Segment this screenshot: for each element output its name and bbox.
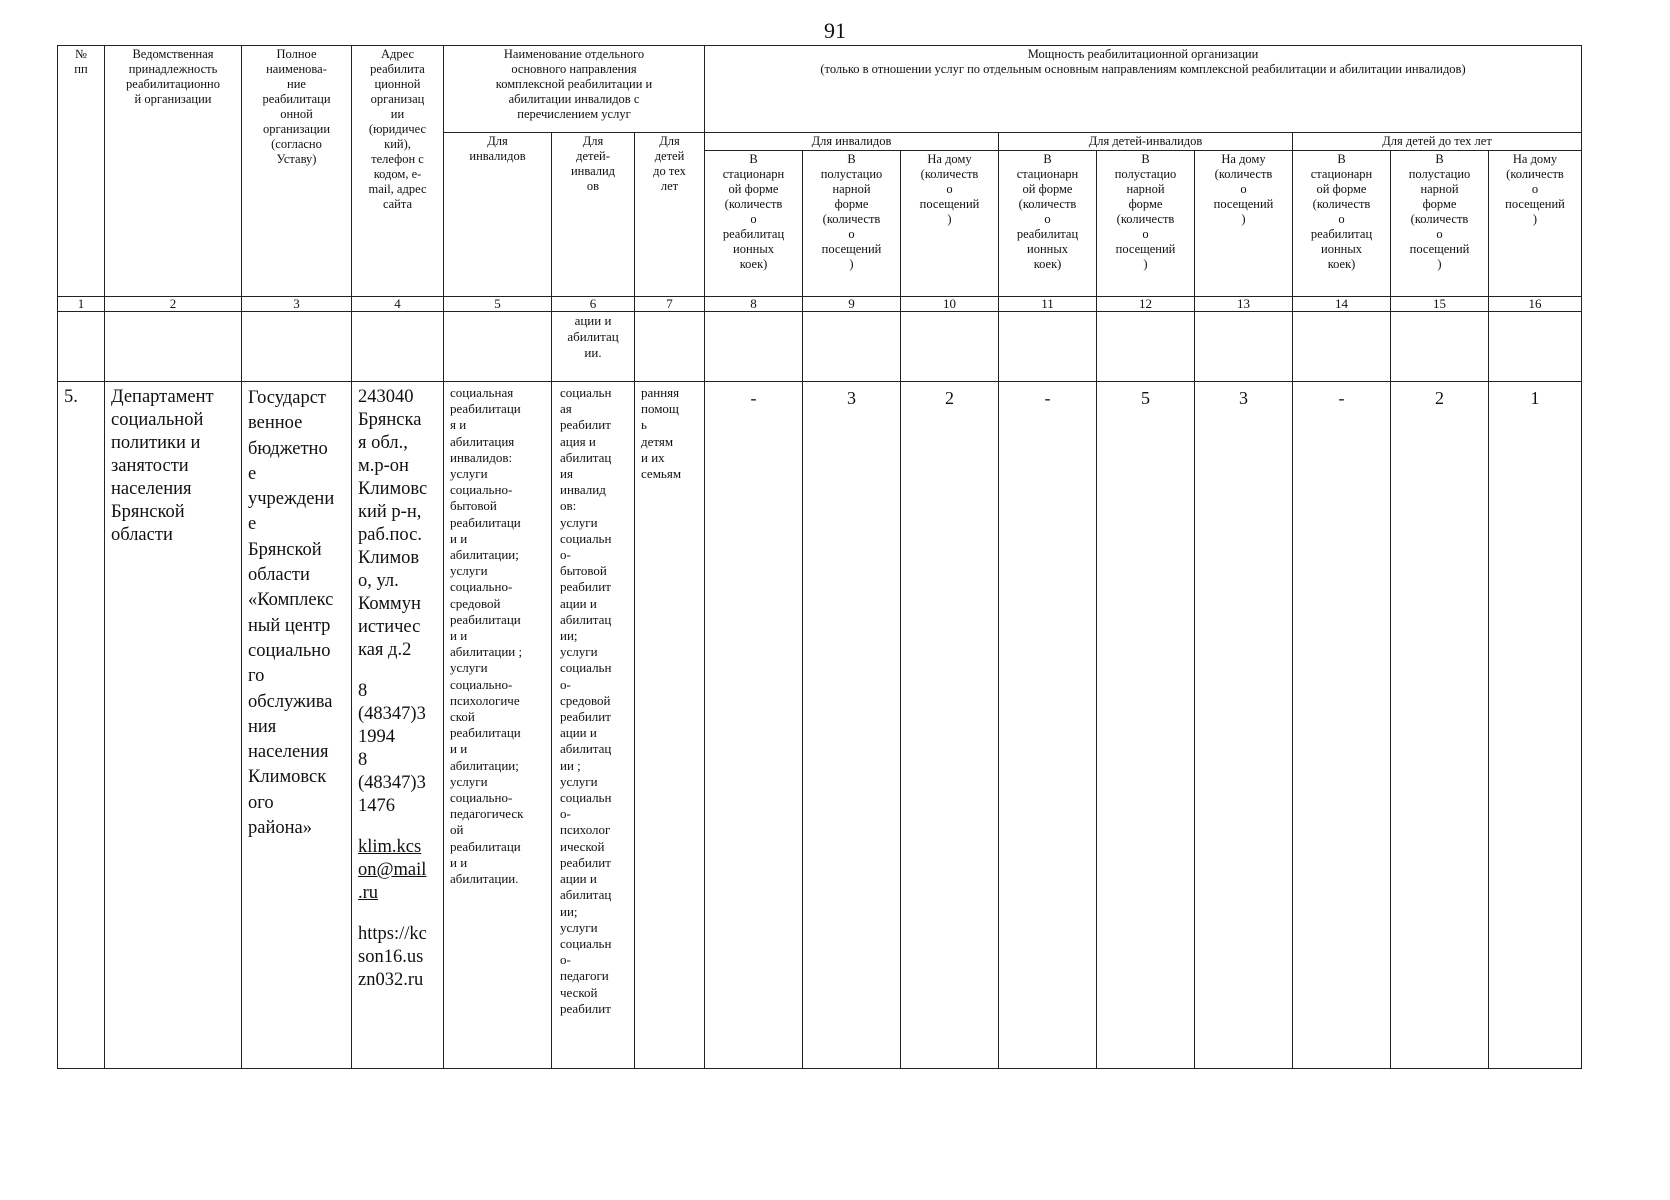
header-direction-group: Наименование отдельного основного направления комплексной реабилитации и абилитации инвалидов с перечислением услуг — [444, 46, 705, 133]
header-address: Адрес реабилита ционной организац ии (юридичес кий), телефон с кодом, e- mail, адрес сайта — [352, 46, 444, 297]
column-number: 13 — [1195, 297, 1293, 312]
header-direction-disabled: Для инвалидов — [444, 133, 552, 297]
column-number: 2 — [105, 297, 242, 312]
header-stationary: В стационарн ой форме (количеств о реабилитац ионных коек) — [1293, 151, 1391, 297]
record-services-disabled: социальная реабилитаци я и абилитация инвалидов: услуги социально- бытовой реабилитаци и и абилитации; услуги социально- средовой реабилитаци и и абилитации ; услуги социально- психологиче ской реабилитаци и и абилитации; услуги социально- педагогическ ой реабилитаци и и абилитации. — [444, 382, 552, 1069]
header-semi-stationary: В полустацио нарной форме (количеств о посещений ) — [1391, 151, 1489, 297]
header-department: Ведомственная принадлежность реабилитационно й организации — [105, 46, 242, 297]
capacity-value: 3 — [1195, 382, 1293, 1069]
header-home: На дому (количеств о посещений ) — [1489, 151, 1582, 297]
column-number: 14 — [1293, 297, 1391, 312]
header-sub-disabled: Для инвалидов — [705, 133, 999, 151]
column-number: 4 — [352, 297, 444, 312]
record-phones: 8 (48347)3 1994 8 (48347)3 1476 — [358, 681, 426, 816]
header-home: На дому (количеств о посещений ) — [1195, 151, 1293, 297]
column-number: 10 — [901, 297, 999, 312]
header-capacity-group: Мощность реабилитационной организации (только в отношении услуг по отдельным основным направлениям комплексной реабилитации и абилитации инвалидов) — [705, 46, 1582, 133]
header-semi-stationary: В полустацио нарной форме (количеств о посещений ) — [803, 151, 901, 297]
record-address: 243040 Брянска я обл., м.р-он Климовс кий р-н, раб.пос. Климов о, ул. Коммун истичес кая д.2 — [358, 387, 428, 660]
column-number: 3 — [242, 297, 352, 312]
record-organization: Государст венное бюджетно е учреждени е Брянской области «Комплекс ный центр социально го обслужива ния населения Климовск ого района» — [242, 382, 352, 1069]
record-department: Департамент социальной политики и занятости населения Брянской области — [105, 382, 242, 1069]
header-stationary: В стационарн ой форме (количеств о реабилитац ионных коек) — [705, 151, 803, 297]
column-number: 6 — [552, 297, 635, 312]
rehab-organizations-table — [57, 45, 1582, 1069]
record-email-link[interactable]: klim.kcs on@mail .ru — [358, 837, 427, 903]
column-number: 16 — [1489, 297, 1582, 312]
record-number: 5. — [58, 382, 105, 1069]
column-number: 9 — [803, 297, 901, 312]
capacity-value: 1 — [1489, 382, 1582, 1069]
header-number: № пп — [58, 46, 105, 297]
capacity-value: - — [705, 382, 803, 1069]
header-direction-children-3: Для детей до тех лет — [635, 133, 705, 297]
column-number: 12 — [1097, 297, 1195, 312]
column-number: 7 — [635, 297, 705, 312]
capacity-value: - — [999, 382, 1097, 1069]
record-services-children-disabled: социальн ая реабилит ация и абилитац ия инвалид ов: услуги социальн о- бытовой реабилит ации и абилитац ии; услуги социальн о- средовой реабилит ации и абилитац ии ; услуги социальн о- психолог ической реабилит ации и абилитац ии; услуги социальн о- педагоги ческой реабилит — [552, 382, 635, 1069]
record-services-children-3: ранняя помощ ь детям и их семьям — [635, 382, 705, 1069]
column-number: 5 — [444, 297, 552, 312]
header-semi-stationary: В полустацио нарной форме (количеств о посещений ) — [1097, 151, 1195, 297]
column-numbers-row — [58, 297, 1582, 312]
table-row — [58, 382, 1582, 1069]
header-organization-name: Полное наименова- ние реабилитаци онной организации (согласно Уставу) — [242, 46, 352, 297]
capacity-value: 2 — [1391, 382, 1489, 1069]
continuation-text: ации и абилитац ии. — [552, 312, 635, 382]
header-sub-children-3: Для детей до тех лет — [1293, 133, 1582, 151]
header-home: На дому (количеств о посещений ) — [901, 151, 999, 297]
record-address-cell — [352, 382, 444, 1069]
header-stationary: В стационарн ой форме (количеств о реабилитац ионных коек) — [999, 151, 1097, 297]
capacity-value: 3 — [803, 382, 901, 1069]
capacity-value: - — [1293, 382, 1391, 1069]
header-direction-children-disabled: Для детей- инвалид ов — [552, 133, 635, 297]
header-sub-children-disabled: Для детей-инвалидов — [999, 133, 1293, 151]
capacity-value: 2 — [901, 382, 999, 1069]
continuation-row — [58, 312, 1582, 382]
capacity-value: 5 — [1097, 382, 1195, 1069]
record-website[interactable]: https://kc son16.us zn032.ru — [358, 924, 427, 990]
column-number: 11 — [999, 297, 1097, 312]
column-number: 8 — [705, 297, 803, 312]
column-number: 15 — [1391, 297, 1489, 312]
page-number: 91 — [824, 18, 846, 43]
column-number: 1 — [58, 297, 105, 312]
